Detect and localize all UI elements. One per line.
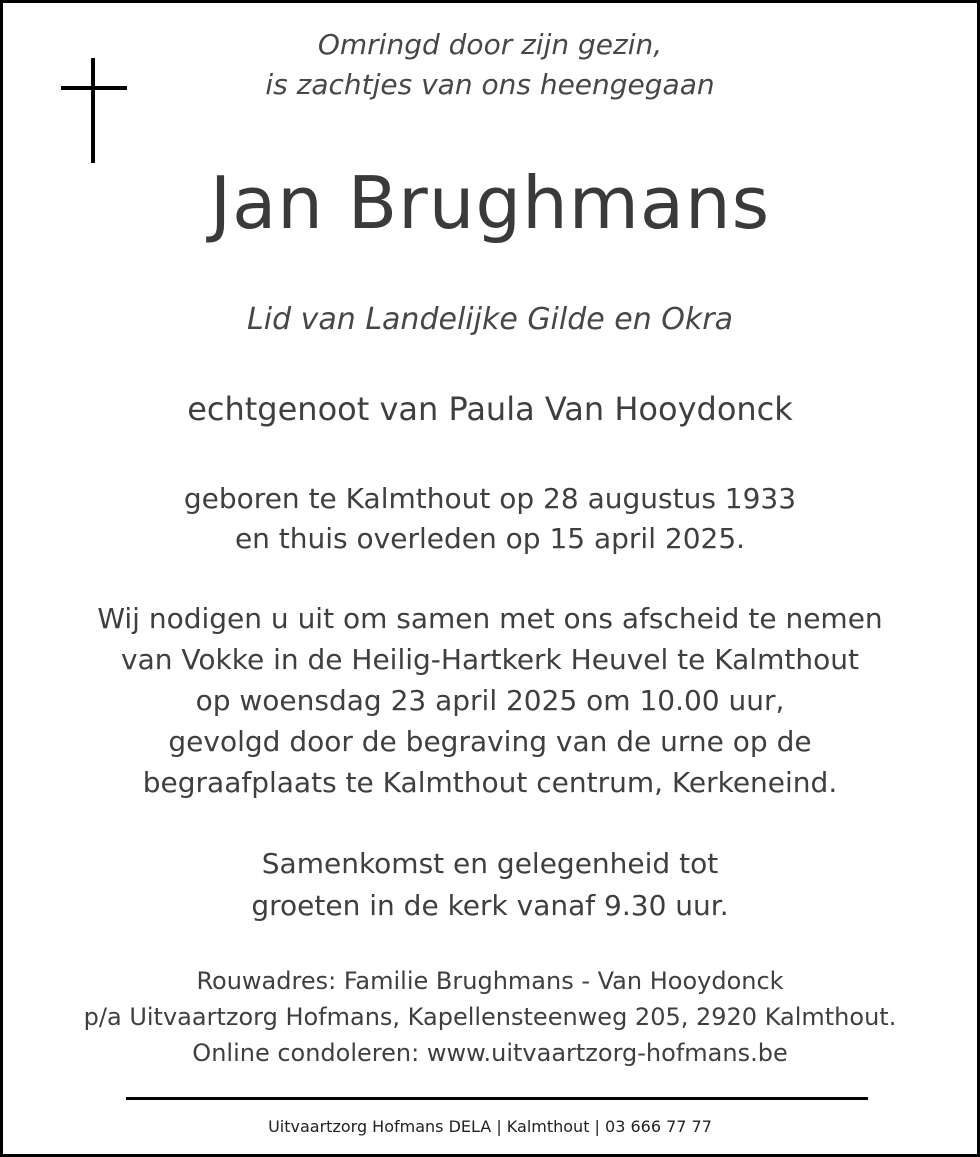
gathering-line-2: groeten in de kerk vanaf 9.30 uur. (251, 889, 729, 922)
gathering-line-1: Samenkomst en gelegenheid tot (261, 847, 719, 880)
deceased-name: Jan Brughmans (209, 161, 771, 245)
ceremony-line: van Vokke in de Heilig-Hartkerk Heuvel te Kalmthout (121, 643, 859, 676)
ceremony-text (3, 598, 977, 803)
intro-line-2: is zachtjes van ons heengegaan (265, 68, 715, 101)
birth-line: geboren te Kalmthout op 28 augustus 1933 (183, 482, 797, 515)
address-line-2: p/a Uitvaartzorg Hofmans, Kapellensteenweg 205, 2920 Kalmthout. (83, 1003, 897, 1031)
dates-text (3, 479, 977, 559)
intro-line-1: Omringd door zijn gezin, (317, 28, 663, 61)
spouse-text: echtgenoot van Paula Van Hooydonck (187, 390, 793, 428)
contact-text (3, 963, 977, 1071)
gathering-text (3, 843, 977, 927)
ceremony-line: Wij nodigen u uit om samen met ons afscheid te nemen (97, 602, 883, 635)
divider (126, 1097, 868, 1100)
ceremony-line: begraafplaats te Kalmthout centrum, Kerkeneind. (142, 766, 838, 799)
ceremony-line: gevolgd door de begraving van de urne op de (168, 725, 812, 758)
intro-text (3, 25, 977, 105)
ceremony-line: op woensdag 23 april 2025 om 10.00 uur, (195, 684, 785, 717)
footer-text: Uitvaartzorg Hofmans DELA | Kalmthout | 03 666 77 77 (268, 1117, 712, 1136)
membership-text: Lid van Landelijke Gilde en Okra (247, 302, 733, 337)
online-condolence-line: Online condoleren: www.uitvaartzorg-hofmans.be (192, 1039, 788, 1067)
address-line-1: Rouwadres: Familie Brughmans - Van Hooydonck (196, 967, 784, 995)
death-line: en thuis overleden op 15 april 2025. (234, 522, 746, 555)
